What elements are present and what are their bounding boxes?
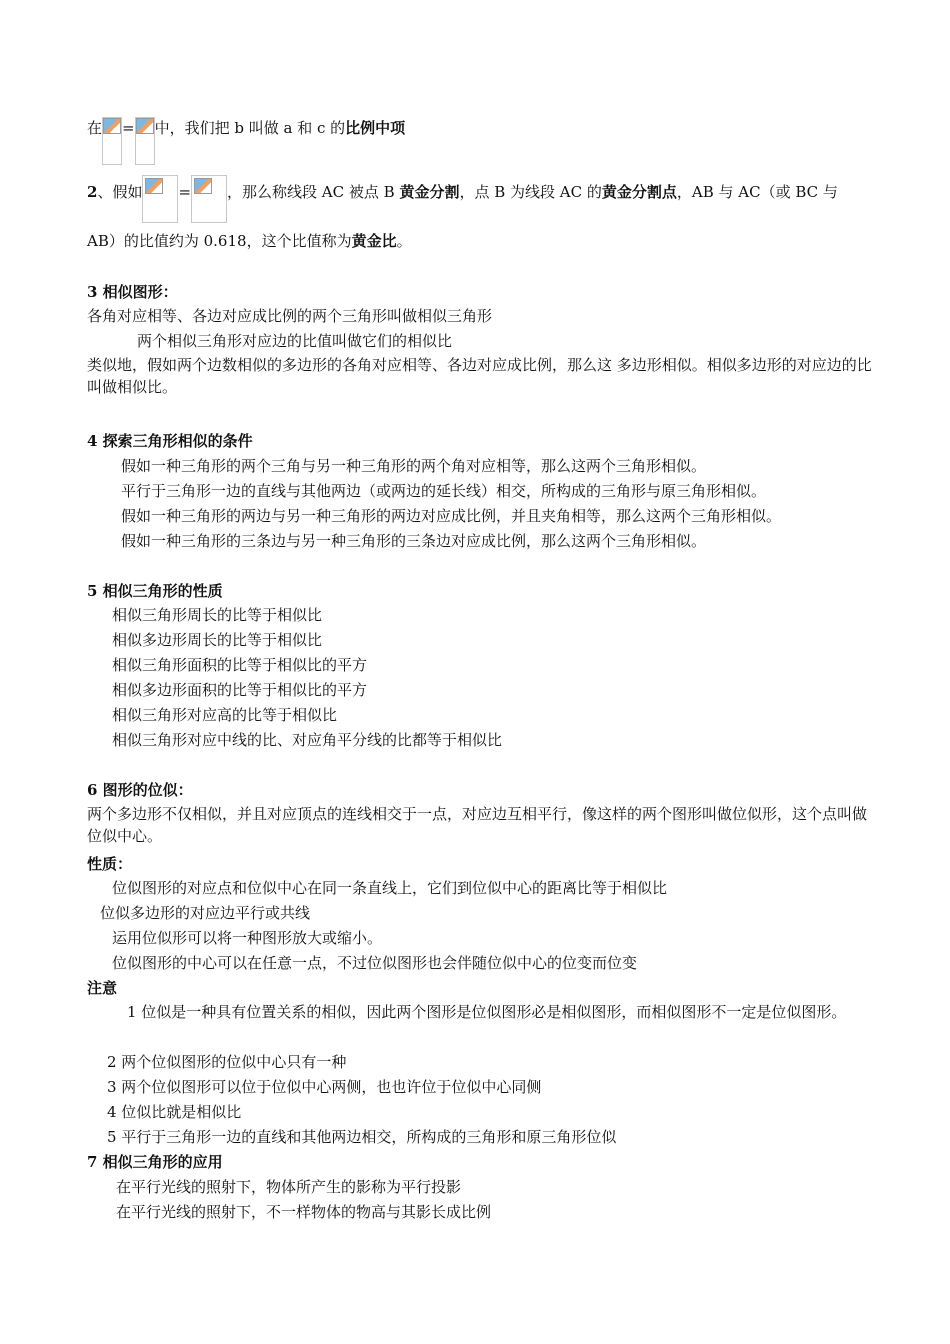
list-item: 假如一种三角形的三条边与另一种三角形的三条边对应成比例，那么这两个三角形相似。 (121, 532, 707, 550)
text: ，AB 与 AC（或 BC 与 (676, 183, 838, 201)
equals-sign: = (178, 183, 192, 201)
list-item: 位似多边形的对应边平行或共线 (100, 904, 311, 922)
list-item: 相似三角形面积的比等于相似比的平方 (112, 656, 368, 674)
text: 中，我们把 b 叫做 a 和 c 的 (154, 119, 346, 137)
list-item: 假如一种三角形的两个三角与另一种三角形的两个角对应相等，那么这两个三角形相似。 (121, 457, 707, 475)
equals-sign: = (122, 119, 135, 137)
term-golden-ratio: 黄金比 (351, 232, 397, 250)
list-item: 相似三角形对应高的比等于相似比 (112, 706, 338, 724)
paragraph: 两个相似三角形对应边的比值叫做它们的相似比 (137, 332, 453, 350)
section-title: 4 探索三角形相似的条件 (87, 432, 253, 450)
subsection-title: 注意 (87, 979, 118, 997)
broken-image-icon (145, 178, 163, 194)
list-item: 2 两个位似图形的位似中心只有一种 (107, 1053, 347, 1071)
section-title: 5 相似三角形的性质 (87, 582, 223, 600)
list-item: 相似三角形周长的比等于相似比 (112, 606, 323, 624)
golden-ratio-line (87, 230, 412, 252)
list-item: 1 位似是一种具有位置关系的相似，因此两个图形是位似图形必是相似图形，而相似图形不一定是位似图形。 (127, 1003, 847, 1021)
text: ，那么称线段 AC 被点 B (227, 183, 400, 201)
broken-image-icon (136, 118, 154, 134)
text: 。 (396, 232, 412, 250)
section-title: 3 相似图形： (87, 283, 178, 301)
list-item: 假如一种三角形的两边与另一种三角形的两边对应成比例，并且夹角相等，那么这两个三角形相似。 (121, 507, 782, 525)
fraction-image (135, 117, 155, 165)
broken-image-icon (194, 178, 212, 194)
section-title: 7 相似三角形的应用 (87, 1153, 223, 1171)
term-proportion-mean: 比例中项 (345, 119, 406, 137)
list-item: 在平行光线的照射下，不一样物体的物高与其影长成比例 (116, 1203, 492, 1221)
list-item: 相似多边形周长的比等于相似比 (112, 631, 323, 649)
text: 在 (87, 119, 103, 137)
list-item: 相似多边形面积的比等于相似比的平方 (112, 681, 368, 699)
proportion-mean-line (87, 117, 405, 165)
golden-section-line (87, 181, 838, 223)
list-item: 3 两个位似图形可以位于位似中心两侧，也也许位于位似中心同侧 (107, 1078, 542, 1096)
paragraph: 类似地，假如两个边数相似的多边形的各角对应相等、各边对应成比例，那么这 多边形相似。相似多边形的对应边的比叫做相似比。 (87, 356, 872, 396)
list-item: 位似图形的对应点和位似中心在同一条直线上，它们到位似中心的距离比等于相似比 (112, 879, 668, 897)
list-item: 4 位似比就是相似比 (107, 1103, 242, 1121)
text: ，点 B 为线段 AC 的 (459, 183, 602, 201)
list-item: 位似图形的中心可以在任意一点，不过位似图形也会伴随位似中心的位变而位变 (112, 954, 638, 972)
section-title: 6 图形的位似： (87, 781, 193, 799)
paragraph: 各角对应相等、各边对应成比例的两个三角形叫做相似三角形 (87, 307, 493, 325)
term-golden-section-point: 黄金分割点 (601, 183, 677, 201)
fraction-image (102, 117, 122, 165)
paragraph: 两个多边形不仅相似，并且对应顶点的连线相交于一点，对应边互相平行，像这样的两个图形叫做位似形，这个点叫做位似中心。 (87, 805, 868, 845)
list-item: 5 平行于三角形一边的直线和其他两边相交，所构成的三角形和原三角形位似 (107, 1128, 617, 1146)
list-item: 相似三角形对应中线的比、对应角平分线的比都等于相似比 (112, 731, 503, 749)
text: AB）的比值约为 0.618，这个比值称为 (87, 232, 352, 250)
list-item: 运用位似形可以将一种图形放大或缩小。 (112, 929, 383, 947)
subsection-title: 性质： (87, 855, 133, 873)
item-number: 2 (87, 183, 98, 201)
text: 、假如 (97, 183, 143, 201)
list-item: 平行于三角形一边的直线与其他两边（或两边的延长线）相交，所构成的三角形与原三角形相似。 (121, 482, 767, 500)
list-item: 在平行光线的照射下，物体所产生的影称为平行投影 (116, 1178, 462, 1196)
fraction-image (191, 175, 227, 223)
broken-image-icon (103, 118, 121, 134)
fraction-image (142, 175, 178, 223)
term-golden-section: 黄金分割 (399, 183, 460, 201)
